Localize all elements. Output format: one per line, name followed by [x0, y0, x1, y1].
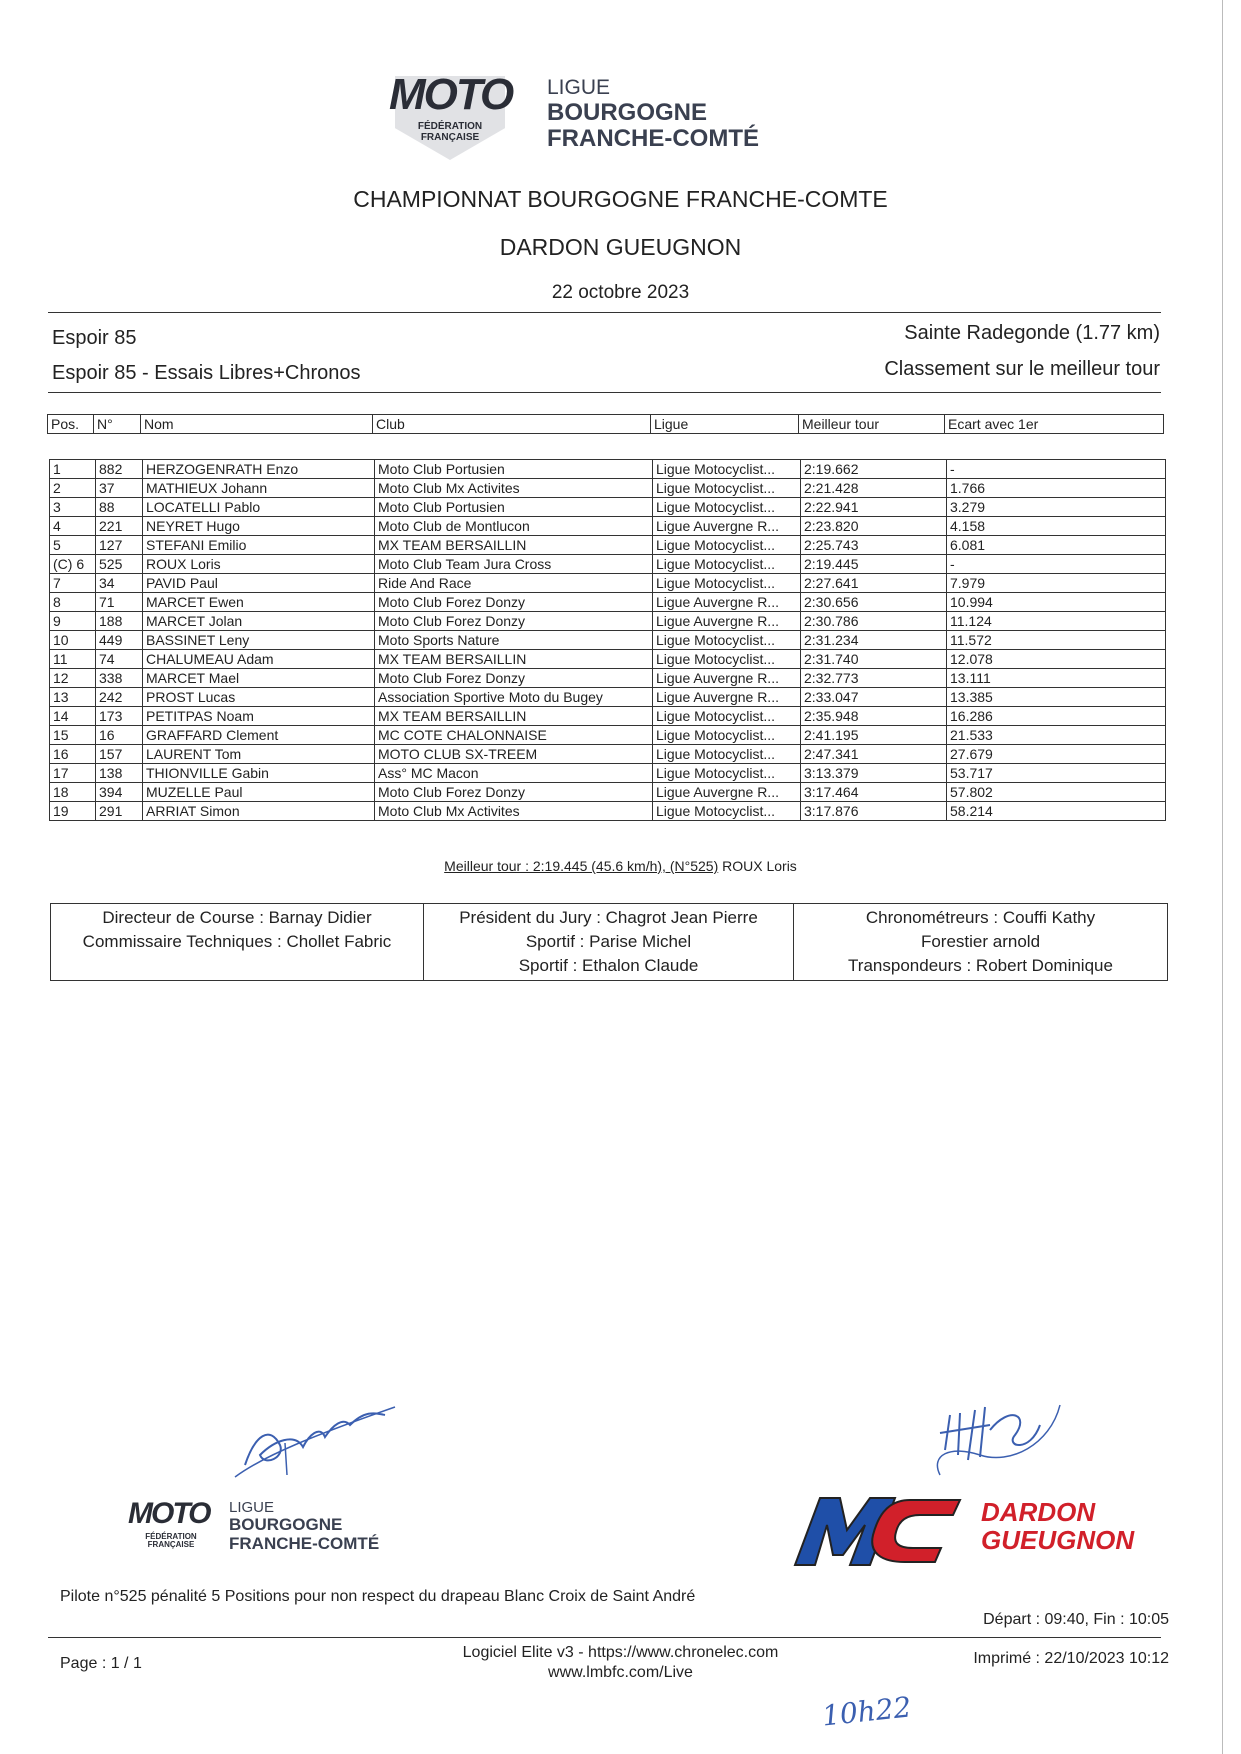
page-number: Page : 1 / 1	[60, 1655, 142, 1672]
cell-club: MOTO CLUB SX-TREEM	[375, 745, 653, 764]
cell-gap: 3.279	[947, 498, 1166, 517]
official-timekeeper-2: Forestier arnold	[920, 932, 1041, 951]
cell-best-lap: 2:30.786	[801, 612, 947, 631]
cell-number: 37	[96, 479, 143, 498]
officials-table	[50, 903, 1168, 981]
table-row	[50, 745, 1166, 764]
cell-best-lap: 2:41.195	[801, 726, 947, 745]
cell-number: 16	[96, 726, 143, 745]
cell-number: 157	[96, 745, 143, 764]
best-lap-line	[0, 858, 1241, 874]
cell-best-lap: 2:31.234	[801, 631, 947, 650]
cell-best-lap: 2:32.773	[801, 669, 947, 688]
cell-name: MARCET Mael	[143, 669, 375, 688]
cell-club: Moto Sports Nature	[375, 631, 653, 650]
cell-name: MATHIEUX Johann	[143, 479, 375, 498]
cell-pos: (C) 6	[50, 555, 96, 574]
ranking-basis: Classement sur le meilleur tour	[884, 358, 1160, 380]
cell-pos: 10	[50, 631, 96, 650]
cell-club: Moto Club Forez Donzy	[375, 612, 653, 631]
cell-league: Ligue Motocyclist...	[653, 726, 801, 745]
logo-federation-text: FÉDÉRATION FRANÇAISE	[417, 121, 483, 143]
cell-number: 71	[96, 593, 143, 612]
cell-pos: 16	[50, 745, 96, 764]
cell-name: MARCET Jolan	[143, 612, 375, 631]
cell-club: MX TEAM BERSAILLIN	[375, 650, 653, 669]
cell-pos: 17	[50, 764, 96, 783]
session-times: Départ : 09:40, Fin : 10:05	[983, 1611, 1169, 1628]
cell-pos: 13	[50, 688, 96, 707]
cell-best-lap: 2:25.743	[801, 536, 947, 555]
footer-logo-ligue-text: LIGUE	[229, 1499, 275, 1516]
cell-club: Association Sportive Moto du Bugey	[375, 688, 653, 707]
table-row	[50, 612, 1166, 631]
cell-league: Ligue Auvergne R...	[653, 669, 801, 688]
table-row	[50, 764, 1166, 783]
cell-name: LAURENT Tom	[143, 745, 375, 764]
cell-best-lap: 3:17.464	[801, 783, 947, 802]
cell-club: MX TEAM BERSAILLIN	[375, 536, 653, 555]
table-row	[50, 669, 1166, 688]
printed-timestamp: Imprimé : 22/10/2023 10:12	[973, 1650, 1169, 1667]
cell-best-lap: 2:22.941	[801, 498, 947, 517]
cell-gap: 11.124	[947, 612, 1166, 631]
cell-best-lap: 3:17.876	[801, 802, 947, 821]
table-row	[50, 498, 1166, 517]
best-lap-label: Meilleur tour : 2:19.445 (45.6 km/h), (N°525)	[444, 858, 719, 874]
cell-league: Ligue Auvergne R...	[653, 783, 801, 802]
cell-name: CHALUMEAU Adam	[143, 650, 375, 669]
software-line: Logiciel Elite v3 - https://www.chronelec.com	[462, 1644, 779, 1661]
cell-gap: 10.994	[947, 593, 1166, 612]
official-transponders: Transpondeurs : Robert Dominique	[848, 956, 1113, 975]
footer-logo-moto-text: MOTO	[128, 1497, 210, 1530]
cell-best-lap: 2:47.341	[801, 745, 947, 764]
penalty-note: Pilote n°525 pénalité 5 Positions pour non respect du drapeau Blanc Croix de Saint André	[60, 1588, 696, 1605]
col-header-gap: Ecart avec 1er	[945, 415, 1164, 434]
official-tech-commissioner: Commissaire Techniques : Chollet Fabric	[82, 932, 392, 951]
table-row	[50, 574, 1166, 593]
cell-league: Ligue Motocyclist...	[653, 460, 801, 479]
cell-league: Ligue Auvergne R...	[653, 517, 801, 536]
cell-club: MC COTE CHALONNAISE	[375, 726, 653, 745]
cell-league: Ligue Motocyclist...	[653, 574, 801, 593]
cell-best-lap: 2:19.445	[801, 555, 947, 574]
cell-name: ARRIAT Simon	[143, 802, 375, 821]
cell-gap: 57.802	[947, 783, 1166, 802]
table-row	[50, 650, 1166, 669]
cell-best-lap: 2:27.641	[801, 574, 947, 593]
cell-best-lap: 2:31.740	[801, 650, 947, 669]
session-category: Espoir 85	[52, 327, 137, 349]
cell-number: 34	[96, 574, 143, 593]
cell-gap: 6.081	[947, 536, 1166, 555]
cell-pos: 11	[50, 650, 96, 669]
cell-best-lap: 2:21.428	[801, 479, 947, 498]
cell-number: 242	[96, 688, 143, 707]
cell-gap: 11.572	[947, 631, 1166, 650]
championship-title: CHAMPIONNAT BOURGOGNE FRANCHE-COMTE	[353, 186, 888, 212]
col-header-name: Nom	[141, 415, 373, 434]
cell-gap: 27.679	[947, 745, 1166, 764]
col-header-pos: Pos.	[48, 415, 94, 434]
table-row	[50, 517, 1166, 536]
officials-col-jury	[424, 904, 794, 981]
cell-club: Moto Club Team Jura Cross	[375, 555, 653, 574]
cell-name: LOCATELLI Pablo	[143, 498, 375, 517]
cell-club: Moto Club Portusien	[375, 498, 653, 517]
cell-pos: 14	[50, 707, 96, 726]
cell-name: HERZOGENRATH Enzo	[143, 460, 375, 479]
cell-gap: -	[947, 555, 1166, 574]
cell-number: 138	[96, 764, 143, 783]
divider-top	[48, 312, 1161, 313]
table-row	[50, 631, 1166, 650]
cell-number: 449	[96, 631, 143, 650]
cell-gap: 58.214	[947, 802, 1166, 821]
cell-number: 173	[96, 707, 143, 726]
best-lap-rider: ROUX Loris	[722, 858, 797, 874]
cell-league: Ligue Motocyclist...	[653, 745, 801, 764]
cell-league: Ligue Auvergne R...	[653, 688, 801, 707]
cell-club: Moto Club Mx Activites	[375, 479, 653, 498]
cell-league: Ligue Motocyclist...	[653, 631, 801, 650]
cell-number: 291	[96, 802, 143, 821]
cell-number: 221	[96, 517, 143, 536]
cell-gap: 13.385	[947, 688, 1166, 707]
cell-league: Ligue Motocyclist...	[653, 555, 801, 574]
cell-league: Ligue Motocyclist...	[653, 536, 801, 555]
cell-gap: 16.286	[947, 707, 1166, 726]
cell-gap: 1.766	[947, 479, 1166, 498]
footer-logo-region-text: BOURGOGNE FRANCHE-COMTÉ	[229, 1515, 380, 1553]
cell-best-lap: 2:33.047	[801, 688, 947, 707]
cell-pos: 15	[50, 726, 96, 745]
venue-title: DARDON GUEUGNON	[499, 234, 742, 260]
cell-club: MX TEAM BERSAILLIN	[375, 707, 653, 726]
cell-name: MARCET Ewen	[143, 593, 375, 612]
logo-region-text: BOURGOGNE FRANCHE-COMTÉ	[547, 99, 759, 153]
results-table	[49, 459, 1166, 821]
cell-pos: 19	[50, 802, 96, 821]
official-race-director: Directeur de Course : Barnay Didier	[102, 908, 372, 927]
cell-pos: 1	[50, 460, 96, 479]
cell-name: STEFANI Emilio	[143, 536, 375, 555]
session-name: Espoir 85 - Essais Libres+Chronos	[52, 362, 361, 384]
officials-col-race	[51, 904, 424, 981]
cell-club: Moto Club Mx Activites	[375, 802, 653, 821]
website-line: www.lmbfc.com/Live	[548, 1664, 693, 1681]
official-sportif-2: Sportif : Ethalon Claude	[518, 956, 699, 975]
officials-col-timing	[794, 904, 1168, 981]
mc-logo-icon	[785, 1490, 965, 1570]
cell-club: Moto Club Portusien	[375, 460, 653, 479]
divider-session	[48, 392, 1161, 393]
page-edge	[1222, 0, 1223, 1754]
cell-gap: 12.078	[947, 650, 1166, 669]
cell-name: MUZELLE Paul	[143, 783, 375, 802]
cell-best-lap: 2:30.656	[801, 593, 947, 612]
event-date: 22 octobre 2023	[551, 282, 690, 303]
col-header-league: Ligue	[651, 415, 799, 434]
footer-logo-federation-text: FÉDÉRATION FRANÇAISE	[145, 1532, 197, 1550]
cell-number: 338	[96, 669, 143, 688]
cell-name: GRAFFARD Clement	[143, 726, 375, 745]
results-header	[47, 414, 1164, 434]
cell-league: Ligue Auvergne R...	[653, 593, 801, 612]
cell-name: NEYRET Hugo	[143, 517, 375, 536]
cell-pos: 4	[50, 517, 96, 536]
official-jury-president: Président du Jury : Chagrot Jean Pierre	[459, 908, 758, 927]
cell-league: Ligue Motocyclist...	[653, 479, 801, 498]
cell-pos: 2	[50, 479, 96, 498]
club-name: DARDON GUEUGNON	[981, 1497, 1135, 1555]
cell-gap: -	[947, 460, 1166, 479]
cell-best-lap: 3:13.379	[801, 764, 947, 783]
cell-club: Moto Club Forez Donzy	[375, 783, 653, 802]
cell-number: 394	[96, 783, 143, 802]
footer-league-logo	[128, 1497, 428, 1567]
table-row	[50, 555, 1166, 574]
cell-name: PROST Lucas	[143, 688, 375, 707]
official-sportif-1: Sportif : Parise Michel	[525, 932, 692, 951]
cell-gap: 53.717	[947, 764, 1166, 783]
table-row	[50, 536, 1166, 555]
cell-gap: 21.533	[947, 726, 1166, 745]
cell-pos: 5	[50, 536, 96, 555]
table-row	[50, 479, 1166, 498]
cell-league: Ligue Motocyclist...	[653, 764, 801, 783]
col-header-club: Club	[373, 415, 651, 434]
logo-moto-text: MOTO	[389, 70, 513, 119]
cell-league: Ligue Motocyclist...	[653, 707, 801, 726]
cell-name: PAVID Paul	[143, 574, 375, 593]
club-logo	[785, 1490, 1135, 1570]
cell-club: Moto Club Forez Donzy	[375, 593, 653, 612]
cell-number: 525	[96, 555, 143, 574]
cell-club: Ride And Race	[375, 574, 653, 593]
official-timekeepers: Chronométreurs : Couffi Kathy	[865, 908, 1096, 927]
cell-league: Ligue Auvergne R...	[653, 612, 801, 631]
table-row	[50, 726, 1166, 745]
cell-name: THIONVILLE Gabin	[143, 764, 375, 783]
cell-club: Ass° MC Macon	[375, 764, 653, 783]
table-row	[50, 707, 1166, 726]
cell-pos: 3	[50, 498, 96, 517]
table-row	[50, 783, 1166, 802]
table-row	[50, 802, 1166, 821]
cell-gap: 13.111	[947, 669, 1166, 688]
handwritten-time: 10h22	[820, 1690, 913, 1733]
table-row	[50, 593, 1166, 612]
cell-club: Moto Club de Montlucon	[375, 517, 653, 536]
cell-pos: 18	[50, 783, 96, 802]
signature-right	[920, 1385, 1070, 1485]
cell-gap: 4.158	[947, 517, 1166, 536]
col-header-number: N°	[94, 415, 141, 434]
cell-best-lap: 2:35.948	[801, 707, 947, 726]
table-row	[50, 460, 1166, 479]
cell-best-lap: 2:23.820	[801, 517, 947, 536]
cell-pos: 7	[50, 574, 96, 593]
cell-number: 882	[96, 460, 143, 479]
cell-pos: 8	[50, 593, 96, 612]
cell-best-lap: 2:19.662	[801, 460, 947, 479]
cell-number: 74	[96, 650, 143, 669]
signature-left	[225, 1395, 405, 1485]
cell-number: 188	[96, 612, 143, 631]
cell-pos: 12	[50, 669, 96, 688]
cell-name: ROUX Loris	[143, 555, 375, 574]
cell-club: Moto Club Forez Donzy	[375, 669, 653, 688]
cell-league: Ligue Motocyclist...	[653, 650, 801, 669]
cell-pos: 9	[50, 612, 96, 631]
table-row	[50, 688, 1166, 707]
cell-number: 127	[96, 536, 143, 555]
cell-number: 88	[96, 498, 143, 517]
cell-league: Ligue Motocyclist...	[653, 498, 801, 517]
logo-ligue-text: LIGUE	[547, 76, 611, 99]
col-header-best-lap: Meilleur tour	[799, 415, 945, 434]
league-logo	[385, 70, 825, 170]
cell-name: BASSINET Leny	[143, 631, 375, 650]
cell-gap: 7.979	[947, 574, 1166, 593]
cell-league: Ligue Motocyclist...	[653, 802, 801, 821]
cell-name: PETITPAS Noam	[143, 707, 375, 726]
divider-footer	[48, 1637, 1161, 1638]
track-name: Sainte Radegonde (1.77 km)	[904, 322, 1160, 344]
